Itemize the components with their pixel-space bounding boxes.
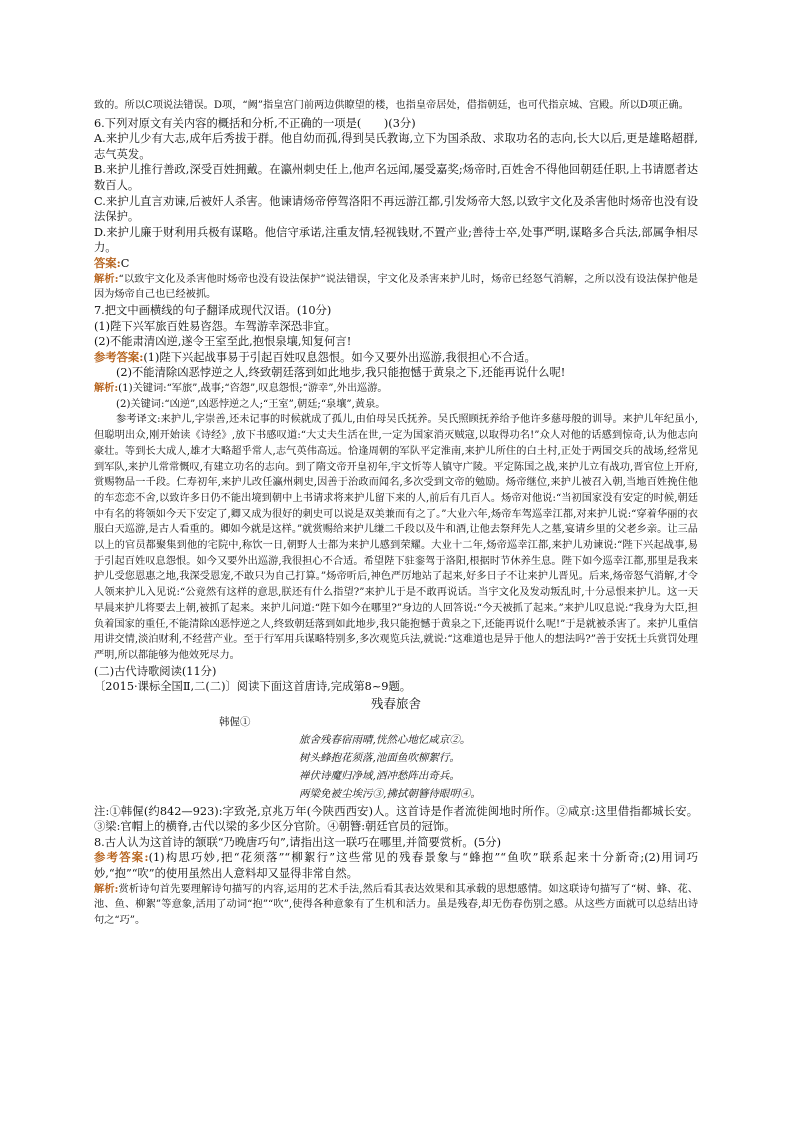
reference-answer-label: 参考答案: xyxy=(94,850,149,865)
explanation-text: “以致宇文化及杀害他时炀帝也没有设法保护”说法错误，宇文化及杀害来护儿时，炀帝已经怒气消解，之所以没有设法保护他是因为炀帝自己也已经被抓。 xyxy=(94,273,698,301)
explanation-7-2: (2)关键词:“凶逆”,凶恶悖逆之人;“王室”,朝廷;“泉壤”,黄泉。 xyxy=(116,398,386,410)
reference-answer-7-1 xyxy=(94,350,698,366)
explanation-label: 解析: xyxy=(94,272,119,285)
reference-answer-8 xyxy=(94,850,698,881)
poem-line: 禅伏诗魔归净域,酒冲愁阵出奇兵。 xyxy=(299,770,460,783)
explanation-6 xyxy=(94,272,698,303)
poem-line: 两梁免被尘埃污③,拂拭朝簪待眼明④。 xyxy=(299,788,481,801)
reference-translation: 参考译文:来护儿,字崇善,还未记事的时候就成了孤儿,由伯母吴氏抚养。吴氏照顾抚养给予他许多慈母般的训导。来护儿年纪虽小,但聪明出众,刚开始读《诗经》,放下书感叹道:“大丈夫生活在世,一定为国家消灭贼寇,以取得功名!”众人对他的话感到惊奇,认为他志向豪壮。等到长大成人,雄才大略超乎常人,志气英伟高远。恰逢周朝的军队平定淮南,来护儿所住的白土村,正处于两国交兵的战场,经常见到军队,来护儿常常慨叹,有建立功名的志向。到了隋文帝开皇初年,宇文忻等人镇守广陵。平定陈国之战,来护儿立有战功,晋官位上开府,赏赐物品一千段。仁寿初年,来护儿改任瀛州刺史,因善于治政而闻名,多次受到文帝的勉励。炀帝继位,来护儿被召入朝,当地百姓挽住他的车恋恋不舍,以致许多日仍不能出境到朝中上书请求将来护儿留下来的人,前后有几百人。炀帝对他说:“当初国家没有安定的时候,朝廷中有名的将领如今天下安定了,卿又成为很好的刺史可以说是双美兼而有之了。”大业六年,炀帝车驾巡幸江都,对来护儿说:“穿着华丽的衣服白天巡游,是古人看重的。卿如今就是这样。”就赏赐给来护儿缣二千段以及牛和酒,让他去祭拜先人之墓,宴请乡里的父老乡亲。让三品以上的官员都聚集到他的宅院中,称饮一日,朝野人士都为来护儿感到荣耀。大业十二年,炀帝巡幸江都,来护儿劝谏说:“陛下兴起战事,易于引起百姓叹息怨恨。如今又要外出巡游,我很担心不合适。希望陛下驻銮驾于洛阳,根据时节休养生息。陛下如今巡幸江都,那里是我来护儿受您恩惠之地,我深受恩宠,不敢只为自己打算。”炀帝听后,神色严厉地站了起来,好多日子不让来护儿晋见。后来,炀帝怒气消解,才令人领来护儿入见说:“公竟然有这样的意思,朕还有什么指望?”来护儿于是不敢再说话。当宇文化及发动叛乱时,十分忌恨来护儿。这一天早晨来护儿将要去上朝,被抓了起来。来护儿问道:“陛下如今在哪里?”身边的人回答说:“今天被抓了起来。”来护儿叹息说:“我身为大臣,担负着国家的重任,不能清除凶恶悖逆之人,终致朝廷落到如此地步,我只能抱憾于黄泉之下,还能再说什么呢!”于是就被杀害了。来护儿重信用讲交情,淡泊财利,不经营产业。至于行军用兵谋略特别多,多次观览兵法,就说:“这难道也是异于他人的想法吗?”善于安抚士兵赏罚处理严明,所以都能够为他效死尽力。 xyxy=(94,414,698,661)
answer-6 xyxy=(94,256,698,272)
question-8-stem: 8.古人认为这首诗的颔联“乃晚唐巧句”,请指出这一联巧在哪里,并简要赏析。(5分) xyxy=(94,835,502,849)
poem-notes: 注:①韩偓(约842—923):字致尧,京兆万年(今陕西西安)人。这首诗是作者流徙闽地时所作。②咸京:这里借指都城长安。③梁:官帽上的横脊,古代以梁的多少区分官阶。④朝簪:朝廷官员的冠饰。 xyxy=(94,804,698,834)
sentence-2: (2)不能肃清凶逆,遂令王室至此,抱恨泉壤,知复何言! xyxy=(94,335,352,349)
reference-answer-text: (1)构思巧妙,把“花须落”“柳絮行”这些常见的残春景象与“蜂抱”“鱼吹”联系起来十分新奇;(2)用词巧妙,“抱”“吹”的使用虽然出人意料却又显得非常自然。 xyxy=(94,851,699,881)
answer-value: C xyxy=(120,257,130,271)
explanation-8 xyxy=(94,882,698,929)
option-b: B.来护儿推行善政,深受百姓拥戴。在瀛州刺史任上,他声名远闻,屡受嘉奖;炀帝时,百姓舍不得他回朝廷任职,上书请愿者达数百人。 xyxy=(94,163,698,193)
poem-line: 旅舍残春宿雨晴,恍然心地忆咸京②。 xyxy=(299,733,471,746)
document-page xyxy=(94,98,698,929)
section-source: 〔2015·课标全国Ⅱ,二(二)〕阅读下面这首唐诗,完成第8~9题。 xyxy=(94,680,412,694)
section-heading: (二)古代诗歌阅读(11分) xyxy=(94,664,217,678)
reference-answer-text: (1)陛下兴起战事易于引起百姓叹息怨恨。如今又要外出巡游,我很担心不合适。 xyxy=(143,350,536,364)
explanation-7-1 xyxy=(94,381,698,397)
previous-explanation-continuation: 致的。所以C项说法错误。D项，“阙”指皇宫门前两边供瞭望的楼，也指皇帝居处，借指朝廷，也可代指京城、宫殿。所以D项正确。 xyxy=(94,100,689,111)
answer-label: 答案: xyxy=(94,256,121,271)
sentence-1: (1)陛下兴军旅百姓易咨怨。车驾游幸深恐非宜。 xyxy=(94,319,336,333)
explanation-text: 赏析诗句首先要理解诗句描写的内容,运用的艺术手法,然后看其表达效果和其承载的思想感情。如这联诗句描写了“树、蜂、花、池、鱼、柳絮”等意象,活用了动词“抱”“吹”,使得各种意象有了生机和活力。虽是残春,却无伤春伤别之感。从这些方面就可以总结出诗句之“巧”。 xyxy=(94,883,698,927)
explanation-text: (1)关键词:“军旅”,战事;“咨怨”,叹息怨恨;“游幸”,外出巡游。 xyxy=(118,383,388,395)
reference-answer-7-2: (2)不能清除凶恶悖逆之人,终致朝廷落到如此地步,我只能抱憾于黄泉之下,还能再说什么呢! xyxy=(116,366,566,380)
poem-author: 韩偓① xyxy=(219,715,251,728)
option-d: D.来护儿廉于财利用兵极有谋略。他信守承诺,注重友情,轻视钱财,不置产业;善待士卒,处事严明,谋略多合兵法,部属争相尽力。 xyxy=(94,225,698,255)
option-a: A.来护儿少有大志,成年后秀拔于群。他自幼而孤,得到吴氏教诲,立下为国杀敌、求取功名的志向,长大以后,更是雄略超群,志气英发。 xyxy=(94,132,698,161)
reference-answer-label: 参考答案: xyxy=(94,349,144,364)
explanation-label: 解析: xyxy=(94,382,119,395)
poem-line: 树头蜂抱花须落,池面鱼吹柳絮行。 xyxy=(299,752,460,765)
question-6-stem: 6.下列对原文有关内容的概括和分析,不正确的一项是( )(3分) xyxy=(94,116,416,130)
question-7-stem: 7.把文中画横线的句子翻译成现代汉语。(10分) xyxy=(94,304,332,318)
poem-title: 残春旅舍 xyxy=(370,695,421,711)
option-c: C.来护儿直言劝谏,后被奸人杀害。他谏请炀帝停驾洛阳不再远游江都,引发炀帝大怒,以致宇文化及杀害他时炀帝也没有设法保护。 xyxy=(94,194,698,224)
explanation-label: 解析: xyxy=(94,882,119,895)
